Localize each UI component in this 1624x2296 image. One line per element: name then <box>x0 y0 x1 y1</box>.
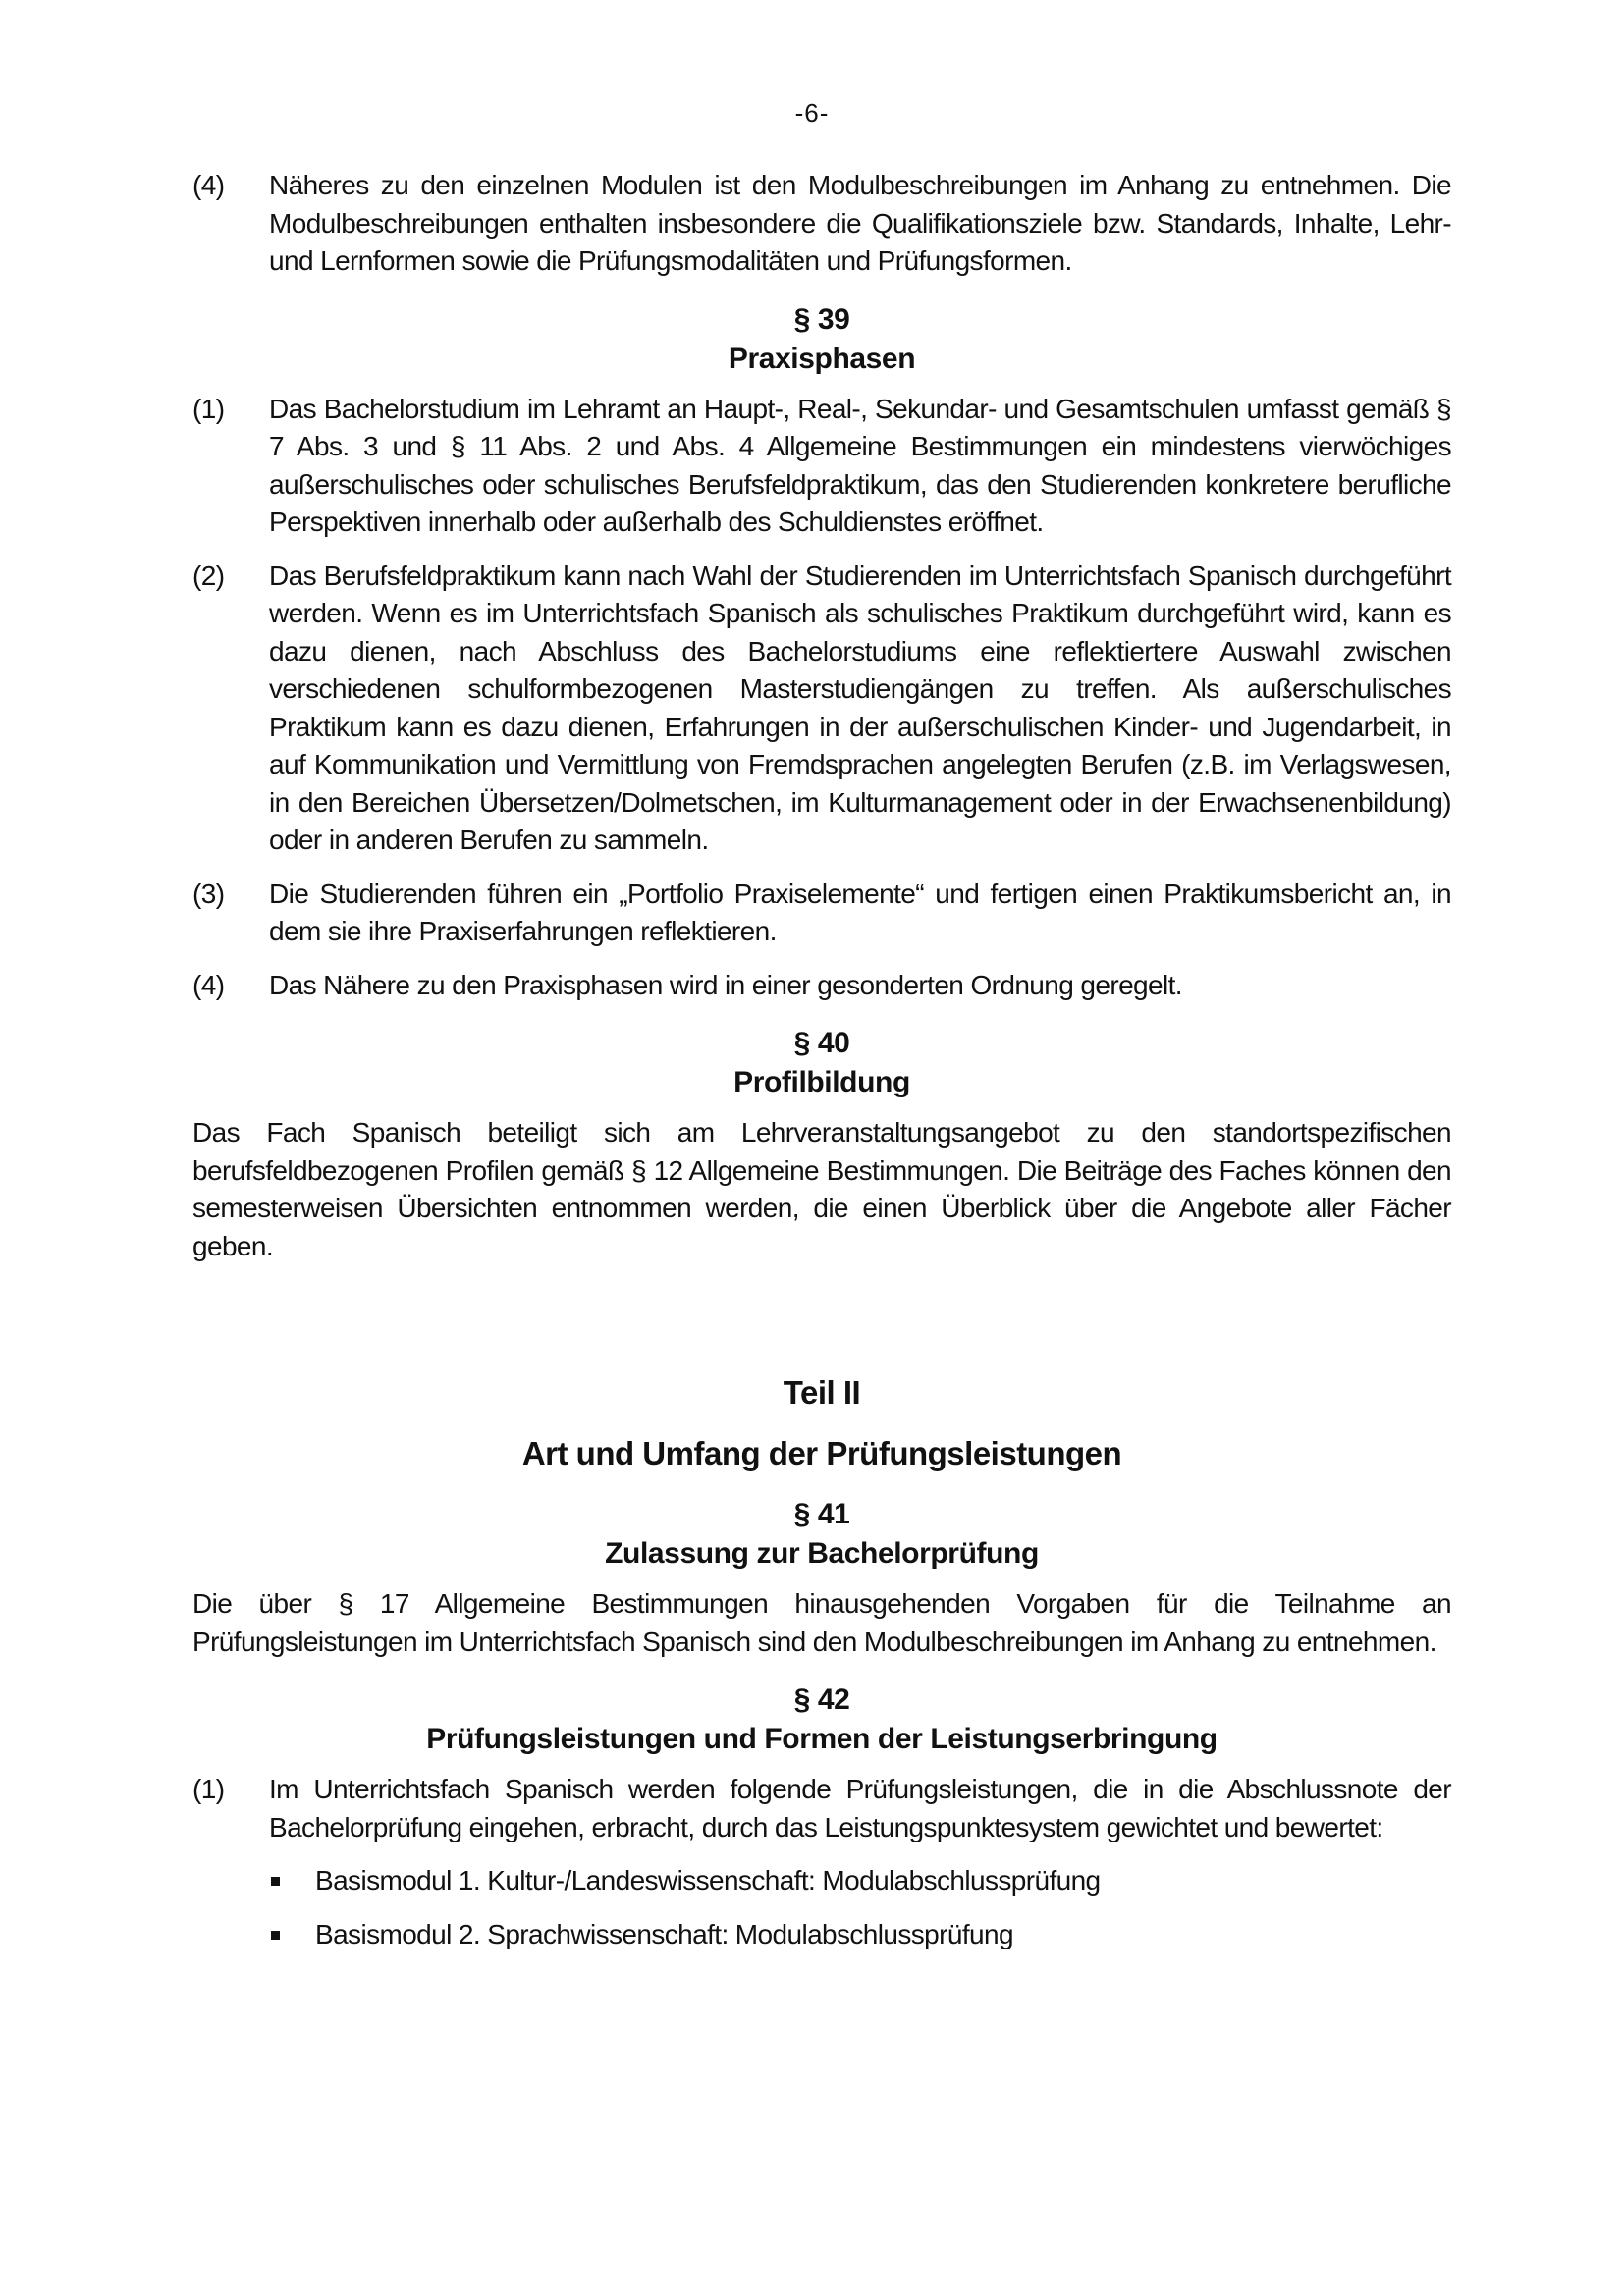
section-42-paragraph-1 <box>192 1771 1451 1846</box>
page-number: -6- <box>794 98 830 128</box>
page-content <box>192 167 1451 1969</box>
section-39-paragraph-2 <box>192 558 1451 860</box>
exam-list <box>269 1862 1451 1953</box>
paragraph-number: (4) <box>192 969 225 1000</box>
paragraph-number: (3) <box>192 878 225 909</box>
paragraph-number: (1) <box>192 393 225 424</box>
section-41-text: Die über § 17 Allgemeine Bestimmungen hinausgehenden Vorgaben für die Teilnahme an Prüfungsleistungen im Unterrichtsfach Spanisch sind den Modulbeschreibungen im Anhang zu entnehmen. <box>192 1588 1451 1657</box>
paragraph-number: (4) <box>192 170 225 200</box>
paragraph-number: (1) <box>192 1774 225 1804</box>
paragraph-text: Das Nähere zu den Praxisphasen wird in einer gesonderten Ordnung geregelt. <box>269 969 1182 1000</box>
part-2-label: Teil II <box>783 1374 861 1411</box>
section-40-text: Das Fach Spanisch beteiligt sich am Lehrveranstaltungsangebot zu den standortspezifischen berufsfeldbezogenen Profilen gemäß § 12 Allgemeine Bestimmungen. Die Beiträge des Faches können den semesterweisen Übersichten entnommen werden, die einen Überblick über die Angebote aller Fächer geben. <box>192 1117 1451 1261</box>
section-39-number: § 39 <box>793 302 850 336</box>
section-42-title: Prüfungsleistungen und Formen der Leistungserbringung <box>426 1723 1218 1755</box>
bullet-square-icon <box>271 1877 280 1886</box>
section-39-paragraph-4 <box>192 967 1451 1005</box>
section-40-title: Profilbildung <box>733 1066 910 1098</box>
paragraph-text: Die Studierenden führen ein „Portfolio Praxiselemente“ und fertigen einen Praktikumsbericht an, in dem sie ihre Praxiserfahrungen reflektieren. <box>269 878 1451 946</box>
paragraph-text: Näheres zu den einzelnen Modulen ist den Modulbeschreibungen im Anhang zu entnehmen. Die Modulbeschreibungen enthalten insbesondere die Qualifikationsziele bzw. Standards, Inhalte, Lehr- und Lernformen sowie die Prüfungsmodalitäten und Prüfungsformen. <box>269 170 1451 276</box>
section-39-paragraph-1 <box>192 391 1451 542</box>
paragraph-number: (2) <box>192 560 225 591</box>
paragraph-text: Das Berufsfeldpraktikum kann nach Wahl der Studierenden im Unterrichtsfach Spanisch durchgeführt werden. Wenn es im Unterrichtsfach Spanisch als schulisches Praktikum durchgeführt wird, kann es dazu dienen, nach Abschluss des Bachelorstudiums eine reflektiertere Auswahl zwischen verschiedenen schulformbezogenen Masterstudiengängen zu treffen. Als außerschulisches Praktikum kann es dazu dienen, Erfahrungen in der außerschulischen Kinder- und Jugendarbeit, in auf Kommunikation und Vermittlung von Fremdsprachen angelegten Berufen (z.B. im Verlagswesen, in den Bereichen Übersetzen/Dolmetschen, im Kulturmanagement oder in der Erwachsenenbildung) oder in anderen Berufen zu sammeln. <box>269 560 1451 855</box>
section-40-number: § 40 <box>793 1027 850 1059</box>
list-item-text: Basismodul 2. Sprachwissenschaft: Modulabschlussprüfung <box>315 1918 1013 1949</box>
paragraph-text: Das Bachelorstudium im Lehramt an Haupt-, Real-, Sekundar- und Gesamtschulen umfasst gemäß § 7 Abs. 3 und § 11 Abs. 2 und Abs. 4 Allgemeine Bestimmungen ein mindestens vierwöchiges außerschulisches oder schulisches Berufsfeldpraktikum, das den Studierenden konkretere berufliche Perspektiven innerhalb oder außerhalb des Schuldienstes eröffnet. <box>269 393 1451 537</box>
section-39-title: Praxisphasen <box>728 342 916 375</box>
bullet-square-icon <box>271 1931 280 1940</box>
section-41-title: Zulassung zur Bachelorprüfung <box>605 1537 1039 1570</box>
section-41-number: § 41 <box>793 1498 850 1530</box>
list-item <box>269 1862 1451 1900</box>
paragraph-text: Im Unterrichtsfach Spanisch werden folgende Prüfungsleistungen, die in die Abschlussnote der Bachelorprüfung eingehen, erbracht, durch das Leistungspunktesystem gewichtet und bewertet: <box>269 1774 1451 1842</box>
section-39-paragraph-3 <box>192 876 1451 951</box>
list-item-text: Basismodul 1. Kultur-/Landeswissenschaft: Modulabschlussprüfung <box>315 1865 1101 1896</box>
paragraph-4-modules <box>192 167 1451 281</box>
section-42-number: § 42 <box>793 1683 850 1716</box>
list-item <box>269 1916 1451 1954</box>
part-2-title: Art und Umfang der Prüfungsleistungen <box>521 1435 1122 1471</box>
